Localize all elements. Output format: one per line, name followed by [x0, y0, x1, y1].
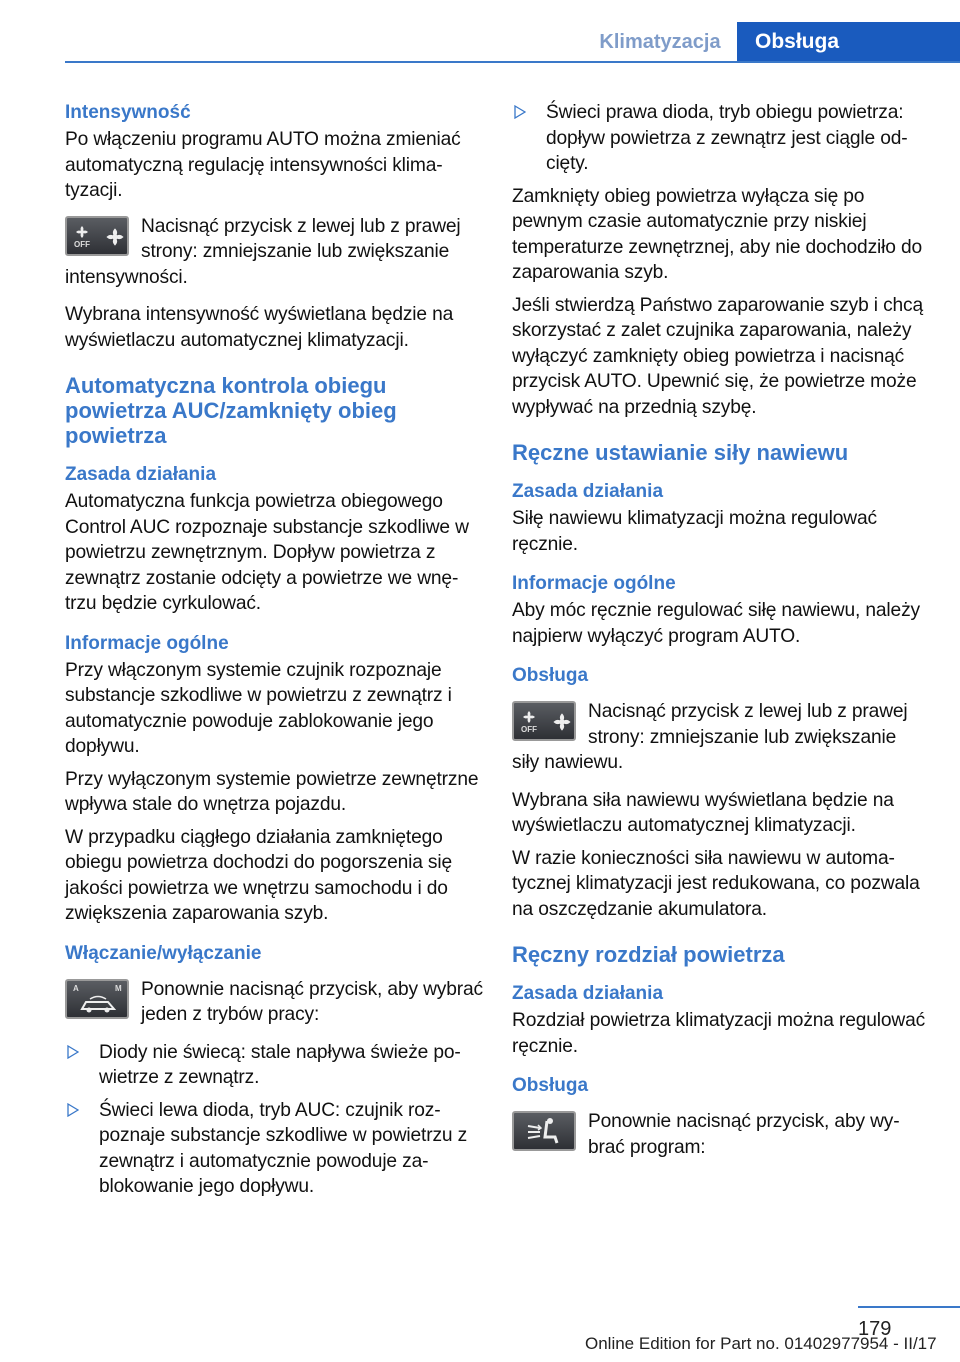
- distribution-button-text: Ponownie nacisnąć przycisk, aby wybrać program:: [588, 1111, 900, 1158]
- off-label: OFF: [74, 239, 90, 249]
- intensity-paragraph: Po włączeniu programu AUTO można zmieniać automatyczną regulację intensywności klimatyzacji.: [65, 129, 461, 201]
- bullet-text-2: Świeci lewa dioda, tryb AUC: czujnik rozpoznaje substancje szkodliwe w powietrzu z zewnątrz i automatycznie powoduje zablokowanie jego dopływu.: [99, 1099, 468, 1197]
- m-label: M: [115, 983, 122, 993]
- onoff-button-text: Ponownie nacisnąć przycisk, aby wybrać jeden z trybów pracy:: [141, 978, 483, 1025]
- distribution-button-row: [512, 1109, 927, 1160]
- right-column: [512, 100, 927, 1172]
- small-fan-icon: [522, 710, 536, 724]
- fan-general-heading: Informacje ogólne: [512, 573, 676, 594]
- triangle-bullet-icon: [514, 105, 526, 119]
- list-item: [512, 100, 927, 177]
- car-recirculation-icon: [78, 993, 118, 1015]
- general-heading: Informacje ogólne: [65, 632, 229, 654]
- fan-heading: Ręczne ustawianie siły nawiewu: [512, 440, 849, 465]
- fan-button-icon: [65, 216, 129, 256]
- distribution-principle-paragraph: Rozdział powietrza klimatyzacji można regulować ręcznie.: [512, 1010, 926, 1057]
- header-rule: [65, 61, 960, 63]
- principle-heading: Zasada działania: [65, 464, 217, 485]
- air-distribution-button-icon: [512, 1111, 576, 1151]
- fan-button-icon: [512, 701, 576, 741]
- intensity-display-paragraph: Wybrana intensywność wyświetlana będzie na wyświetlaczu automatycznej klimatyzacji.: [65, 304, 454, 351]
- section-tab[interactable]: Klimatyzacja: [599, 31, 721, 53]
- off-label: OFF: [521, 725, 537, 734]
- intensity-button-row: [65, 214, 483, 291]
- principle-paragraph: Automatyczna funkcja powietrza obiegowego Control AUC rozpoznaje substancje szkodliwe w powietrzu zewnętrznym. Dopływ powietrza z zewnątrz zostanie odcięty a powietrze we wnętrzu będzie cyrkulować.: [65, 491, 469, 614]
- large-fan-icon: [105, 227, 125, 247]
- intensity-heading: Intensywność: [65, 102, 191, 123]
- recirculation-paragraph-1: Zamknięty obieg powietrza wyłącza się po pewnym czasie automatycznie przy niskiej temperaturze zewnętrznej, aby nie dochodziło do zaparowania szyb.: [512, 185, 922, 283]
- edition-text: Online Edition for Part no. 01402977954 - II/17: [585, 1334, 937, 1353]
- large-fan-icon: [552, 712, 572, 732]
- recirculation-button-icon: [65, 979, 129, 1019]
- triangle-bullet-icon: [67, 1045, 79, 1059]
- fan-button-row: [512, 699, 927, 776]
- fan-principle-paragraph: Siłę nawiewu klimatyzacji można regulować ręcznie.: [512, 508, 877, 555]
- seat-airflow-icon: [525, 1117, 565, 1147]
- page-number: 179: [858, 1318, 892, 1340]
- bullet-text-3: Świeci prawa dioda, tryb obiegu powietrza: dopływ powietrza z zewnątrz jest ciągle odcięty.: [546, 102, 908, 174]
- left-column: [65, 100, 483, 1207]
- bullet-text-1: Diody nie świecą: stale napływa świeże powietrze z zewnątrz.: [99, 1041, 461, 1088]
- fan-operation-heading: Obsługa: [512, 665, 589, 686]
- list-item: [65, 1040, 483, 1091]
- distribution-heading: Ręczny rozdział powietrza: [512, 942, 785, 967]
- recirculation-paragraph-2: Jeśli stwierdzą Państwo zaparowanie szyb i chcą skorzystać z zalet czujnika zaparowania, należy wyłączyć zamknięty obieg powietrza i nacisnąć przycisk AUTO. Upewnić się, że powietrze może wypływać na przednią szybę.: [512, 294, 923, 418]
- fan-principle-heading: Zasada działania: [512, 481, 664, 502]
- small-fan-icon: [75, 225, 89, 239]
- footer-rule: [858, 1306, 960, 1308]
- page-header: [0, 0, 960, 64]
- fan-display-paragraph: Wybrana siła nawiewu wyświetlana będzie na wyświetlaczu automatycznej klimatyzacji.: [512, 789, 894, 836]
- general-paragraph-2: Przy wyłączonym systemie powietrze zewnętrzne wpływa stale do wnętrza pojazdu.: [65, 768, 479, 815]
- auc-heading: Automatyczna kontrola obiegu powietrza AUC/zamknięty obieg powietrza: [65, 373, 397, 448]
- general-paragraph-1: Przy włączonym systemie czujnik rozpoznaje substancje szkodliwe w powietrzu z zewnątrz i automatycznie powoduje zablokowanie jego dopływu.: [65, 659, 452, 757]
- distribution-operation-heading: Obsługa: [512, 1075, 589, 1096]
- a-label: A: [73, 983, 79, 993]
- fan-button-text: Nacisnąć przycisk z lewej lub z prawej strony: zmniejszanie lub zwiększanie siły nawiewu.: [512, 701, 908, 773]
- distribution-principle-heading: Zasada działania: [512, 983, 664, 1004]
- chapter-tab[interactable]: Obsługa: [737, 22, 960, 62]
- general-paragraph-3: W przypadku ciągłego działania zamkniętego obiegu powietrza dochodzi do pogorszenia się jakości powietrza we wnętrzu samochodu i do zwiększenia zaparowania szyb.: [65, 826, 453, 924]
- triangle-bullet-icon: [67, 1103, 79, 1117]
- list-item: [65, 1098, 483, 1200]
- intensity-button-text: Nacisnąć przycisk z lewej lub z prawej strony: zmniejszanie lub zwiększanie intensywności.: [65, 215, 461, 288]
- fan-battery-paragraph: W razie konieczności siła nawiewu w automatycznej klimatyzacji jest redukowana, co pozwala na oszczędzanie akumulatora.: [512, 847, 920, 920]
- onoff-heading: Włączanie/wyłączanie: [65, 942, 262, 964]
- onoff-button-row: [65, 977, 483, 1028]
- fan-general-paragraph: Aby móc ręcznie regulować siłę nawiewu, należy najpierw wyłączyć program AUTO.: [512, 600, 920, 647]
